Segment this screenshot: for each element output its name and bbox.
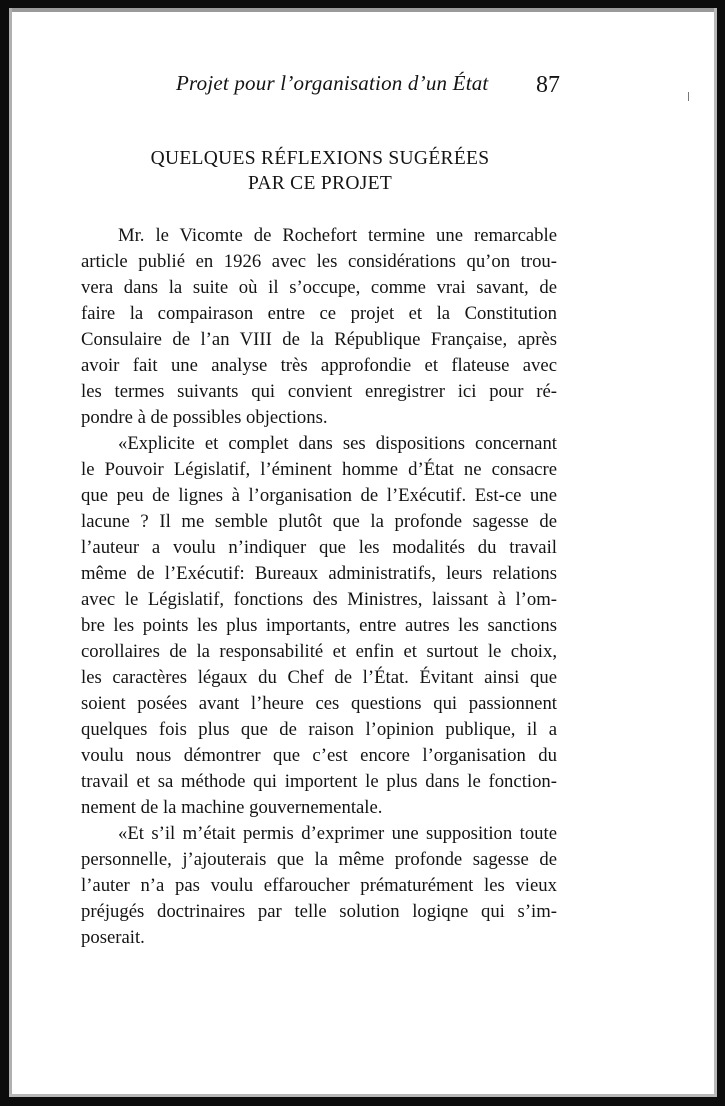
scan-shadow-bottom <box>9 1094 717 1097</box>
text-line: Mr. le Vicomte de Rochefort termine une remarcable <box>118 225 557 246</box>
text-line: bre les points les plus importants, entre autres les sanctions <box>81 615 557 636</box>
text-line: corollaires de la responsabilité et enfin et surtout le choix, <box>81 641 557 662</box>
running-head: Projet pour l’organisation d’un État <box>176 71 489 95</box>
text-line: poserait. <box>81 927 145 948</box>
text-line: que peu de lignes à l’organisation de l’Exécutif. Est-ce une <box>81 485 557 506</box>
text-line: les termes suivants qui convient enregistrer ici pour ré- <box>81 381 557 402</box>
text-line: préjugés doctrinaires par telle solution logiqne qui s’im- <box>81 901 557 922</box>
text-line: personnelle, j’ajouterais que la même profonde sagesse de <box>81 849 557 870</box>
text-line: avec le Législatif, fonctions des Ministres, laissant à l’om- <box>81 589 557 610</box>
text-line: l’auteur a voulu n’indiquer que les modalités du travail <box>81 537 557 558</box>
section-title-line: QUELQUES RÉFLEXIONS SUGÉRÉES <box>150 148 490 169</box>
text-line: le Pouvoir Législatif, l’éminent homme d’État ne consacre <box>81 459 557 480</box>
text-line: article publié en 1926 avec les considérations qu’on trou- <box>81 251 557 272</box>
text-line: avoir fait une analyse très approfondie et flateuse avec <box>81 355 557 376</box>
scan-border-top <box>0 0 725 8</box>
text-line: quelques fois plus que de raison l’opinion publique, il a <box>81 719 557 740</box>
scan-shadow-left <box>9 8 12 1097</box>
scan-border-left <box>0 0 9 1106</box>
section-title-line: PAR CE PROJET <box>247 173 393 194</box>
text-line: l’auter n’a pas voulu effaroucher prématurément les vieux <box>81 875 557 896</box>
text-line: faire la compairason entre ce projet et la Constitution <box>81 303 557 324</box>
text-line: voulu nous démontrer que c’est encore l’organisation du <box>81 745 557 766</box>
scan-shadow-top <box>9 8 717 12</box>
text-line: les caractères légaux du Chef de l’État. Évitant ainsi que <box>81 667 557 688</box>
scan-border-right <box>717 0 725 1106</box>
text-line: lacune ? Il me semble plutôt que la profonde sagesse de <box>81 511 557 532</box>
text-line: même de l’Exécutif: Bureaux administratifs, leurs relations <box>81 563 557 584</box>
scan-shadow-right <box>714 8 717 1097</box>
scan-border-bottom <box>0 1097 725 1106</box>
text-line: «Et s’il m’était permis d’exprimer une supposition toute <box>118 823 557 844</box>
text-line: «Explicite et complet dans ses dispositions concernant <box>118 433 557 454</box>
text-line: soient posées avant l’heure ces questions qui passionnent <box>81 693 557 714</box>
text-line: pondre à de possibles objections. <box>81 407 328 428</box>
section-title <box>80 146 560 196</box>
page-number: 87 <box>536 72 560 98</box>
text-line: Consulaire de l’an VIII de la République Française, après <box>81 329 557 350</box>
body-text <box>81 223 557 951</box>
text-line: vera dans la suite où il s’occupe, comme vrai savant, de <box>81 277 557 298</box>
scan-speck <box>688 92 689 101</box>
text-line: nement de la machine gouvernementale. <box>81 797 383 818</box>
text-line: travail et sa méthode qui importent le plus dans le fonction- <box>81 771 557 792</box>
